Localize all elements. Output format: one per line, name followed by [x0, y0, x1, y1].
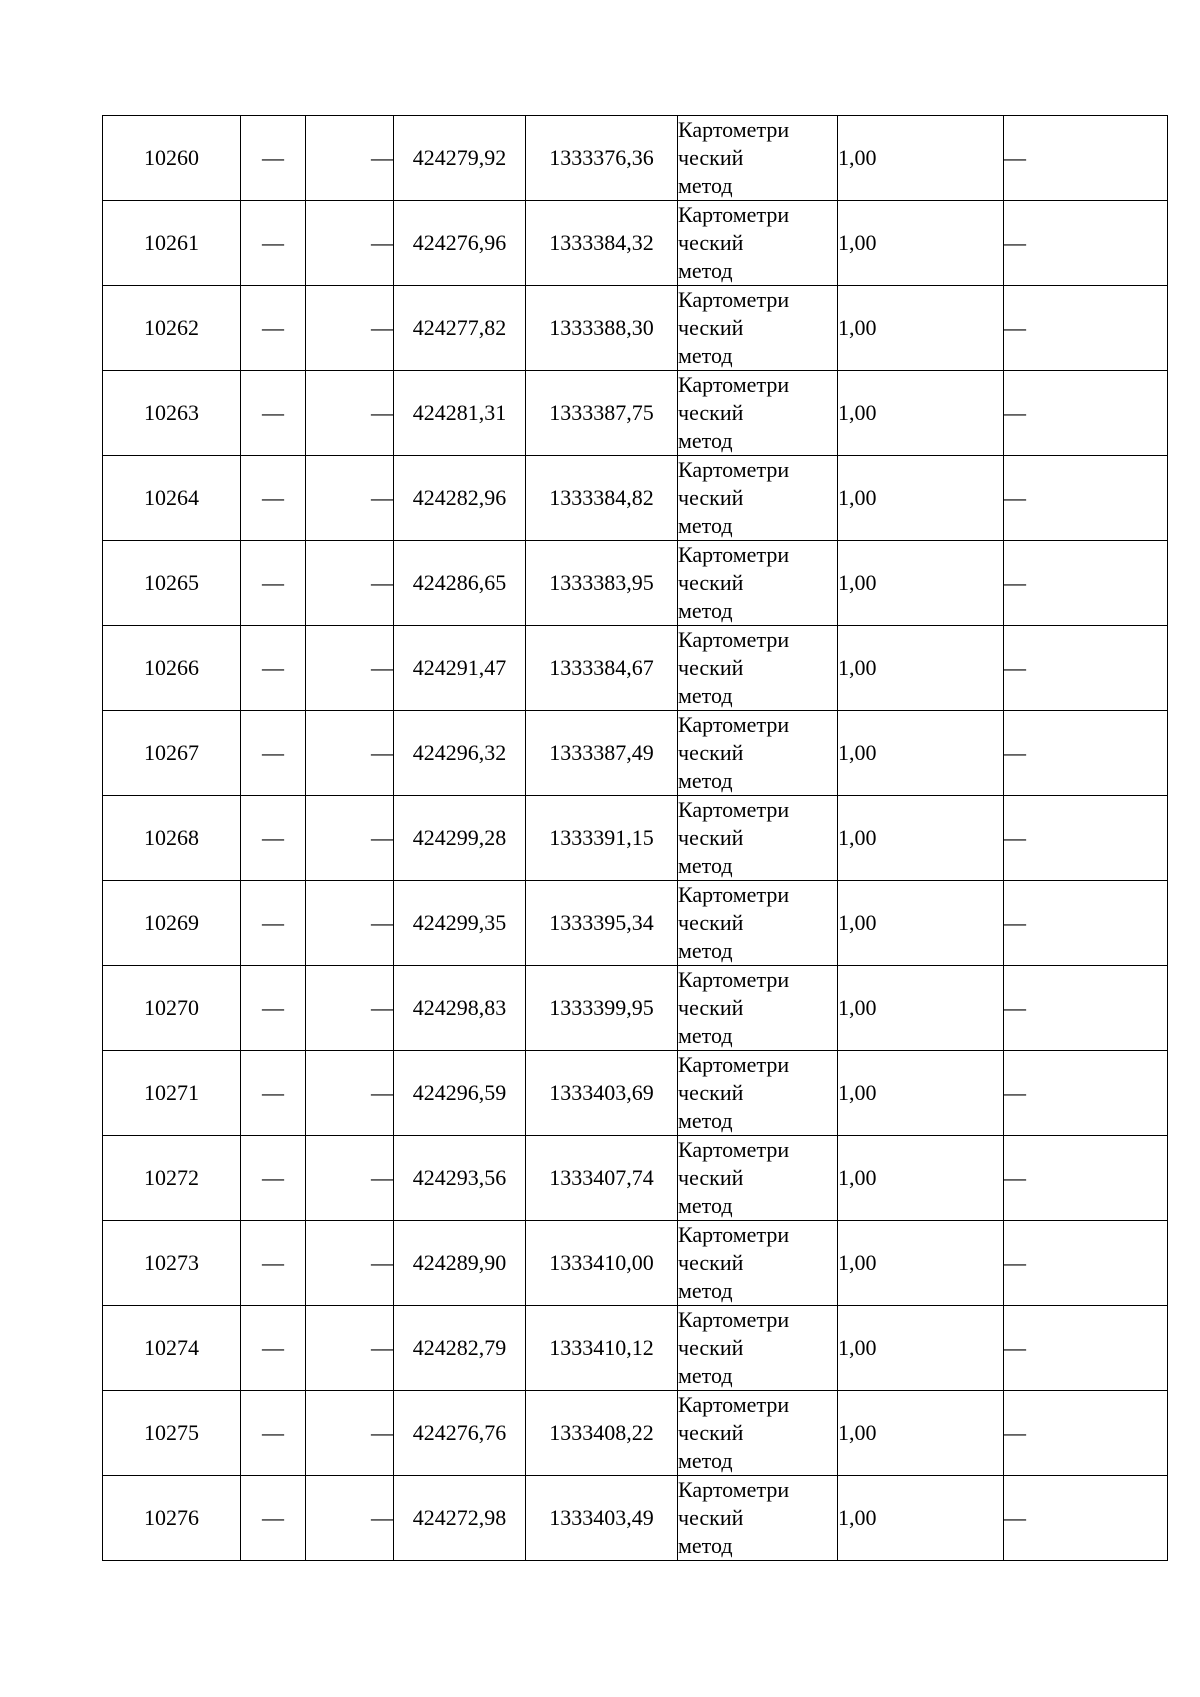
- point-number-cell: 10271: [103, 1051, 241, 1136]
- y-coordinate-cell: 1333410,00: [526, 1221, 678, 1306]
- dash-cell: —: [241, 286, 306, 371]
- y-coordinate-cell: 1333403,69: [526, 1051, 678, 1136]
- point-number-cell: 10263: [103, 371, 241, 456]
- y-coordinate-cell: 1333384,82: [526, 456, 678, 541]
- dash-cell: —: [306, 1476, 394, 1561]
- point-number-cell: 10268: [103, 796, 241, 881]
- dash-cell: —: [306, 881, 394, 966]
- y-coordinate-cell: 1333410,12: [526, 1306, 678, 1391]
- method-text-line: Картометри: [678, 712, 790, 737]
- method-text-line: метод: [678, 343, 733, 368]
- method-cell: [678, 1136, 838, 1221]
- y-coordinate-cell: 1333376,36: [526, 116, 678, 201]
- dash-cell: —: [241, 1306, 306, 1391]
- accuracy-cell: 1,00: [838, 796, 1004, 881]
- method-text-line: Картометри: [678, 627, 790, 652]
- dash-cell: —: [306, 371, 394, 456]
- method-text-line: ческий: [678, 740, 744, 765]
- y-coordinate-cell: 1333403,49: [526, 1476, 678, 1561]
- point-number-cell: 10265: [103, 541, 241, 626]
- dash-cell: —: [241, 201, 306, 286]
- description-cell: —: [1004, 1391, 1168, 1476]
- method-text-line: ческий: [678, 485, 744, 510]
- accuracy-cell: 1,00: [838, 711, 1004, 796]
- method-cell: [678, 1221, 838, 1306]
- table-row: [103, 796, 1168, 881]
- accuracy-cell: 1,00: [838, 1136, 1004, 1221]
- accuracy-cell: 1,00: [838, 881, 1004, 966]
- y-coordinate-cell: 1333387,49: [526, 711, 678, 796]
- description-cell: —: [1004, 116, 1168, 201]
- dash-cell: —: [306, 966, 394, 1051]
- description-cell: —: [1004, 371, 1168, 456]
- point-number-cell: 10262: [103, 286, 241, 371]
- dash-cell: —: [241, 1391, 306, 1476]
- accuracy-cell: 1,00: [838, 116, 1004, 201]
- method-text-line: ческий: [678, 570, 744, 595]
- description-cell: —: [1004, 201, 1168, 286]
- method-cell: [678, 796, 838, 881]
- dash-cell: —: [306, 1136, 394, 1221]
- accuracy-cell: 1,00: [838, 1221, 1004, 1306]
- method-text-line: ческий: [678, 1250, 744, 1275]
- method-cell: [678, 1051, 838, 1136]
- method-text-line: метод: [678, 1448, 733, 1473]
- dash-cell: —: [241, 116, 306, 201]
- table-row: [103, 371, 1168, 456]
- dash-cell: —: [306, 1306, 394, 1391]
- y-coordinate-cell: 1333399,95: [526, 966, 678, 1051]
- description-cell: —: [1004, 1476, 1168, 1561]
- method-text-line: метод: [678, 1108, 733, 1133]
- dash-cell: —: [306, 1391, 394, 1476]
- method-text-line: метод: [678, 258, 733, 283]
- dash-cell: —: [241, 371, 306, 456]
- accuracy-cell: 1,00: [838, 371, 1004, 456]
- description-cell: —: [1004, 1306, 1168, 1391]
- accuracy-cell: 1,00: [838, 286, 1004, 371]
- x-coordinate-cell: 424277,82: [394, 286, 526, 371]
- method-text-line: ческий: [678, 315, 744, 340]
- dash-cell: —: [241, 541, 306, 626]
- description-cell: —: [1004, 966, 1168, 1051]
- method-cell: [678, 371, 838, 456]
- accuracy-cell: 1,00: [838, 201, 1004, 286]
- table-row: [103, 286, 1168, 371]
- accuracy-cell: 1,00: [838, 456, 1004, 541]
- method-text-line: метод: [678, 1023, 733, 1048]
- dash-cell: —: [241, 796, 306, 881]
- method-text-line: Картометри: [678, 1477, 790, 1502]
- dash-cell: —: [241, 711, 306, 796]
- method-text-line: метод: [678, 768, 733, 793]
- point-number-cell: 10272: [103, 1136, 241, 1221]
- y-coordinate-cell: 1333408,22: [526, 1391, 678, 1476]
- method-text-line: ческий: [678, 400, 744, 425]
- description-cell: —: [1004, 1221, 1168, 1306]
- method-text-line: Картометри: [678, 882, 790, 907]
- method-cell: [678, 881, 838, 966]
- method-text-line: Картометри: [678, 1392, 790, 1417]
- y-coordinate-cell: 1333391,15: [526, 796, 678, 881]
- method-cell: [678, 1476, 838, 1561]
- accuracy-cell: 1,00: [838, 1051, 1004, 1136]
- dash-cell: —: [306, 201, 394, 286]
- dash-cell: —: [306, 1051, 394, 1136]
- table-row: [103, 626, 1168, 711]
- method-text-line: ческий: [678, 1080, 744, 1105]
- accuracy-cell: 1,00: [838, 1476, 1004, 1561]
- x-coordinate-cell: 424282,79: [394, 1306, 526, 1391]
- method-text-line: метод: [678, 938, 733, 963]
- point-number-cell: 10269: [103, 881, 241, 966]
- method-text-line: ческий: [678, 145, 744, 170]
- point-number-cell: 10264: [103, 456, 241, 541]
- point-number-cell: 10274: [103, 1306, 241, 1391]
- coordinates-table: [102, 115, 1168, 1561]
- table-row: [103, 966, 1168, 1051]
- description-cell: —: [1004, 881, 1168, 966]
- accuracy-cell: 1,00: [838, 966, 1004, 1051]
- method-text-line: ческий: [678, 910, 744, 935]
- description-cell: —: [1004, 711, 1168, 796]
- point-number-cell: 10266: [103, 626, 241, 711]
- method-text-line: ческий: [678, 825, 744, 850]
- method-text-line: Картометри: [678, 967, 790, 992]
- method-text-line: Картометри: [678, 1052, 790, 1077]
- method-text-line: Картометри: [678, 1222, 790, 1247]
- table-row: [103, 1051, 1168, 1136]
- point-number-cell: 10276: [103, 1476, 241, 1561]
- table-row: [103, 1221, 1168, 1306]
- method-cell: [678, 711, 838, 796]
- dash-cell: —: [241, 456, 306, 541]
- dash-cell: —: [306, 456, 394, 541]
- accuracy-cell: 1,00: [838, 1306, 1004, 1391]
- description-cell: —: [1004, 456, 1168, 541]
- method-cell: [678, 966, 838, 1051]
- method-text-line: ческий: [678, 230, 744, 255]
- method-text-line: Картометри: [678, 372, 790, 397]
- y-coordinate-cell: 1333384,32: [526, 201, 678, 286]
- x-coordinate-cell: 424286,65: [394, 541, 526, 626]
- method-cell: [678, 116, 838, 201]
- method-text-line: Картометри: [678, 1137, 790, 1162]
- dash-cell: —: [241, 626, 306, 711]
- dash-cell: —: [306, 711, 394, 796]
- method-text-line: метод: [678, 1278, 733, 1303]
- point-number-cell: 10273: [103, 1221, 241, 1306]
- method-text-line: Картометри: [678, 287, 790, 312]
- point-number-cell: 10261: [103, 201, 241, 286]
- method-cell: [678, 1391, 838, 1476]
- table-row: [103, 881, 1168, 966]
- x-coordinate-cell: 424279,92: [394, 116, 526, 201]
- method-text-line: метод: [678, 428, 733, 453]
- y-coordinate-cell: 1333384,67: [526, 626, 678, 711]
- method-cell: [678, 456, 838, 541]
- description-cell: —: [1004, 796, 1168, 881]
- method-text-line: Картометри: [678, 117, 790, 142]
- description-cell: —: [1004, 1051, 1168, 1136]
- x-coordinate-cell: 424276,76: [394, 1391, 526, 1476]
- method-text-line: Картометри: [678, 202, 790, 227]
- dash-cell: —: [306, 626, 394, 711]
- x-coordinate-cell: 424281,31: [394, 371, 526, 456]
- dash-cell: —: [306, 286, 394, 371]
- method-text-line: ческий: [678, 1165, 744, 1190]
- method-text-line: ческий: [678, 1505, 744, 1530]
- description-cell: —: [1004, 1136, 1168, 1221]
- method-text-line: ческий: [678, 1420, 744, 1445]
- method-cell: [678, 626, 838, 711]
- accuracy-cell: 1,00: [838, 1391, 1004, 1476]
- table-row: [103, 1391, 1168, 1476]
- description-cell: —: [1004, 626, 1168, 711]
- dash-cell: —: [306, 796, 394, 881]
- method-text-line: Картометри: [678, 797, 790, 822]
- dash-cell: —: [306, 116, 394, 201]
- x-coordinate-cell: 424291,47: [394, 626, 526, 711]
- point-number-cell: 10260: [103, 116, 241, 201]
- table-row: [103, 1476, 1168, 1561]
- point-number-cell: 10267: [103, 711, 241, 796]
- method-text-line: метод: [678, 1363, 733, 1388]
- method-cell: [678, 1306, 838, 1391]
- x-coordinate-cell: 424296,32: [394, 711, 526, 796]
- method-text-line: метод: [678, 1533, 733, 1558]
- table-row: [103, 711, 1168, 796]
- method-text-line: метод: [678, 598, 733, 623]
- table-row: [103, 1136, 1168, 1221]
- method-text-line: ческий: [678, 1335, 744, 1360]
- dash-cell: —: [306, 1221, 394, 1306]
- table-row: [103, 1306, 1168, 1391]
- dash-cell: —: [241, 881, 306, 966]
- method-text-line: метод: [678, 513, 733, 538]
- dash-cell: —: [241, 1476, 306, 1561]
- method-text-line: метод: [678, 853, 733, 878]
- method-text-line: метод: [678, 1193, 733, 1218]
- table-row: [103, 116, 1168, 201]
- dash-cell: —: [241, 966, 306, 1051]
- dash-cell: —: [241, 1221, 306, 1306]
- x-coordinate-cell: 424282,96: [394, 456, 526, 541]
- method-text-line: метод: [678, 683, 733, 708]
- method-cell: [678, 286, 838, 371]
- method-cell: [678, 201, 838, 286]
- y-coordinate-cell: 1333387,75: [526, 371, 678, 456]
- method-text-line: Картометри: [678, 1307, 790, 1332]
- point-number-cell: 10270: [103, 966, 241, 1051]
- table-row: [103, 456, 1168, 541]
- x-coordinate-cell: 424299,35: [394, 881, 526, 966]
- y-coordinate-cell: 1333383,95: [526, 541, 678, 626]
- description-cell: —: [1004, 286, 1168, 371]
- table-row: [103, 201, 1168, 286]
- method-text-line: Картометри: [678, 457, 790, 482]
- x-coordinate-cell: 424298,83: [394, 966, 526, 1051]
- x-coordinate-cell: 424276,96: [394, 201, 526, 286]
- dash-cell: —: [241, 1051, 306, 1136]
- dash-cell: —: [241, 1136, 306, 1221]
- y-coordinate-cell: 1333395,34: [526, 881, 678, 966]
- x-coordinate-cell: 424299,28: [394, 796, 526, 881]
- accuracy-cell: 1,00: [838, 626, 1004, 711]
- method-text-line: метод: [678, 173, 733, 198]
- method-text-line: ческий: [678, 655, 744, 680]
- point-number-cell: 10275: [103, 1391, 241, 1476]
- table-body: [103, 116, 1168, 1561]
- y-coordinate-cell: 1333407,74: [526, 1136, 678, 1221]
- x-coordinate-cell: 424296,59: [394, 1051, 526, 1136]
- y-coordinate-cell: 1333388,30: [526, 286, 678, 371]
- table-row: [103, 541, 1168, 626]
- method-text-line: ческий: [678, 995, 744, 1020]
- method-cell: [678, 541, 838, 626]
- dash-cell: —: [306, 541, 394, 626]
- x-coordinate-cell: 424293,56: [394, 1136, 526, 1221]
- x-coordinate-cell: 424272,98: [394, 1476, 526, 1561]
- method-text-line: Картометри: [678, 542, 790, 567]
- accuracy-cell: 1,00: [838, 541, 1004, 626]
- description-cell: —: [1004, 541, 1168, 626]
- x-coordinate-cell: 424289,90: [394, 1221, 526, 1306]
